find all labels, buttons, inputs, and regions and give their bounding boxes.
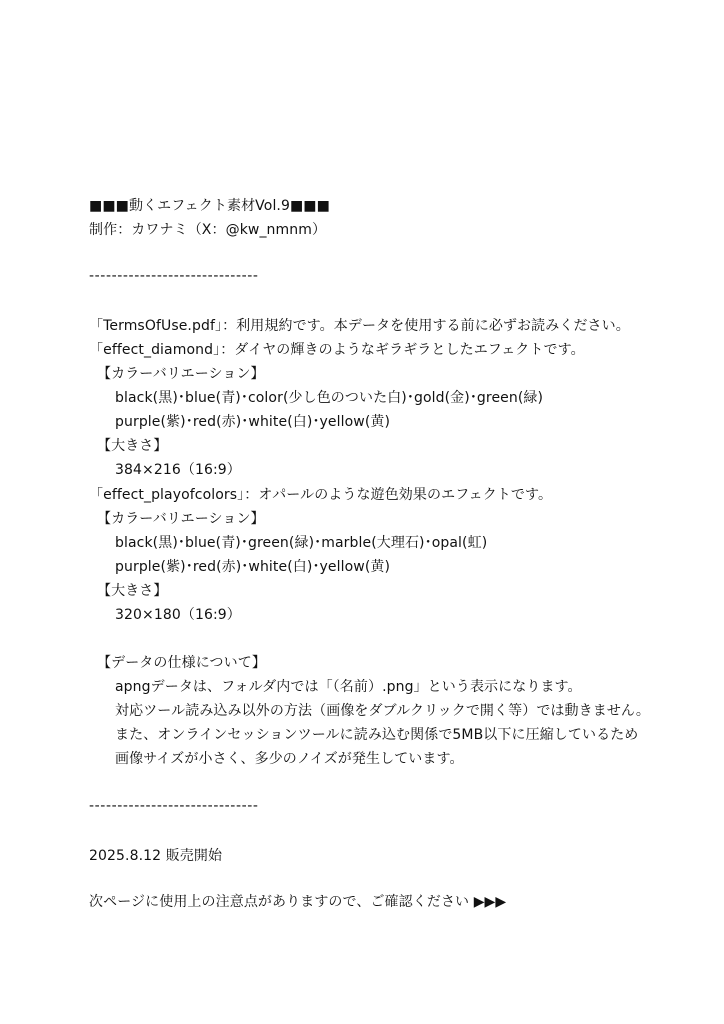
diamond-colors-label: 【カラーバリエーション】 (97, 366, 265, 382)
playofcolors-size-value: 320×180（16:9） (115, 607, 241, 623)
spec-line3: また、オンラインセッションツールに読み込む関係で5MB以下に圧縮しているため (115, 727, 639, 743)
diamond-colors-line1: black(黒)･blue(青)･color(少し色のついた白)･gold(金)･green(緑) (115, 390, 544, 406)
spec-line4: 画像サイズが小さく、多少のノイズが発生しています。 (115, 751, 464, 767)
release-date: 2025.8.12 販売開始 (89, 848, 223, 864)
playofcolors-colors-label: 【カラーバリエーション】 (97, 511, 265, 527)
playofcolors-colors-line1: black(黒)･blue(青)･green(緑)･marble(大理石)･opal(虹) (115, 535, 488, 551)
diamond-size-value: 384×216（16:9） (115, 462, 241, 478)
next-page-notice: 次ページに使用上の注意点がありますので、ご確認ください ▶▶▶ (89, 894, 507, 910)
spec-line1: apngデータは、フォルダ内では「（名前）.png」という表示になります。 (115, 679, 582, 695)
divider-top: ------------------------------ (89, 268, 259, 284)
spec-label: 【データの仕様について】 (97, 655, 266, 671)
document-title: ■■■動くエフェクト素材Vol.9■■■ (89, 198, 330, 214)
author-credit: 制作：カワナミ（X：@kw_nmnm） (89, 222, 327, 238)
diamond-heading: 「effect_diamond」：ダイヤの輝きのようなギラギラとしたエフェクトです。 (89, 342, 585, 358)
playofcolors-heading: 「effect_playofcolors」：オパールのような遊色効果のエフェクトです。 (89, 487, 553, 503)
diamond-size-label: 【大きさ】 (97, 438, 168, 454)
spec-line2: 対応ツール読み込み以外の方法（画像をダブルクリックで開く等）では動きません。 (115, 703, 650, 719)
terms-line: 「TermsOfUse.pdf」：利用規約です。本データを使用する前に必ずお読みください。 (89, 318, 630, 334)
playofcolors-colors-line2: purple(紫)･red(赤)･white(白)･yellow(黄) (115, 559, 391, 575)
divider-bottom: ------------------------------ (89, 798, 259, 814)
diamond-colors-line2: purple(紫)･red(赤)･white(白)･yellow(黄) (115, 414, 391, 430)
playofcolors-size-label: 【大きさ】 (97, 583, 168, 599)
